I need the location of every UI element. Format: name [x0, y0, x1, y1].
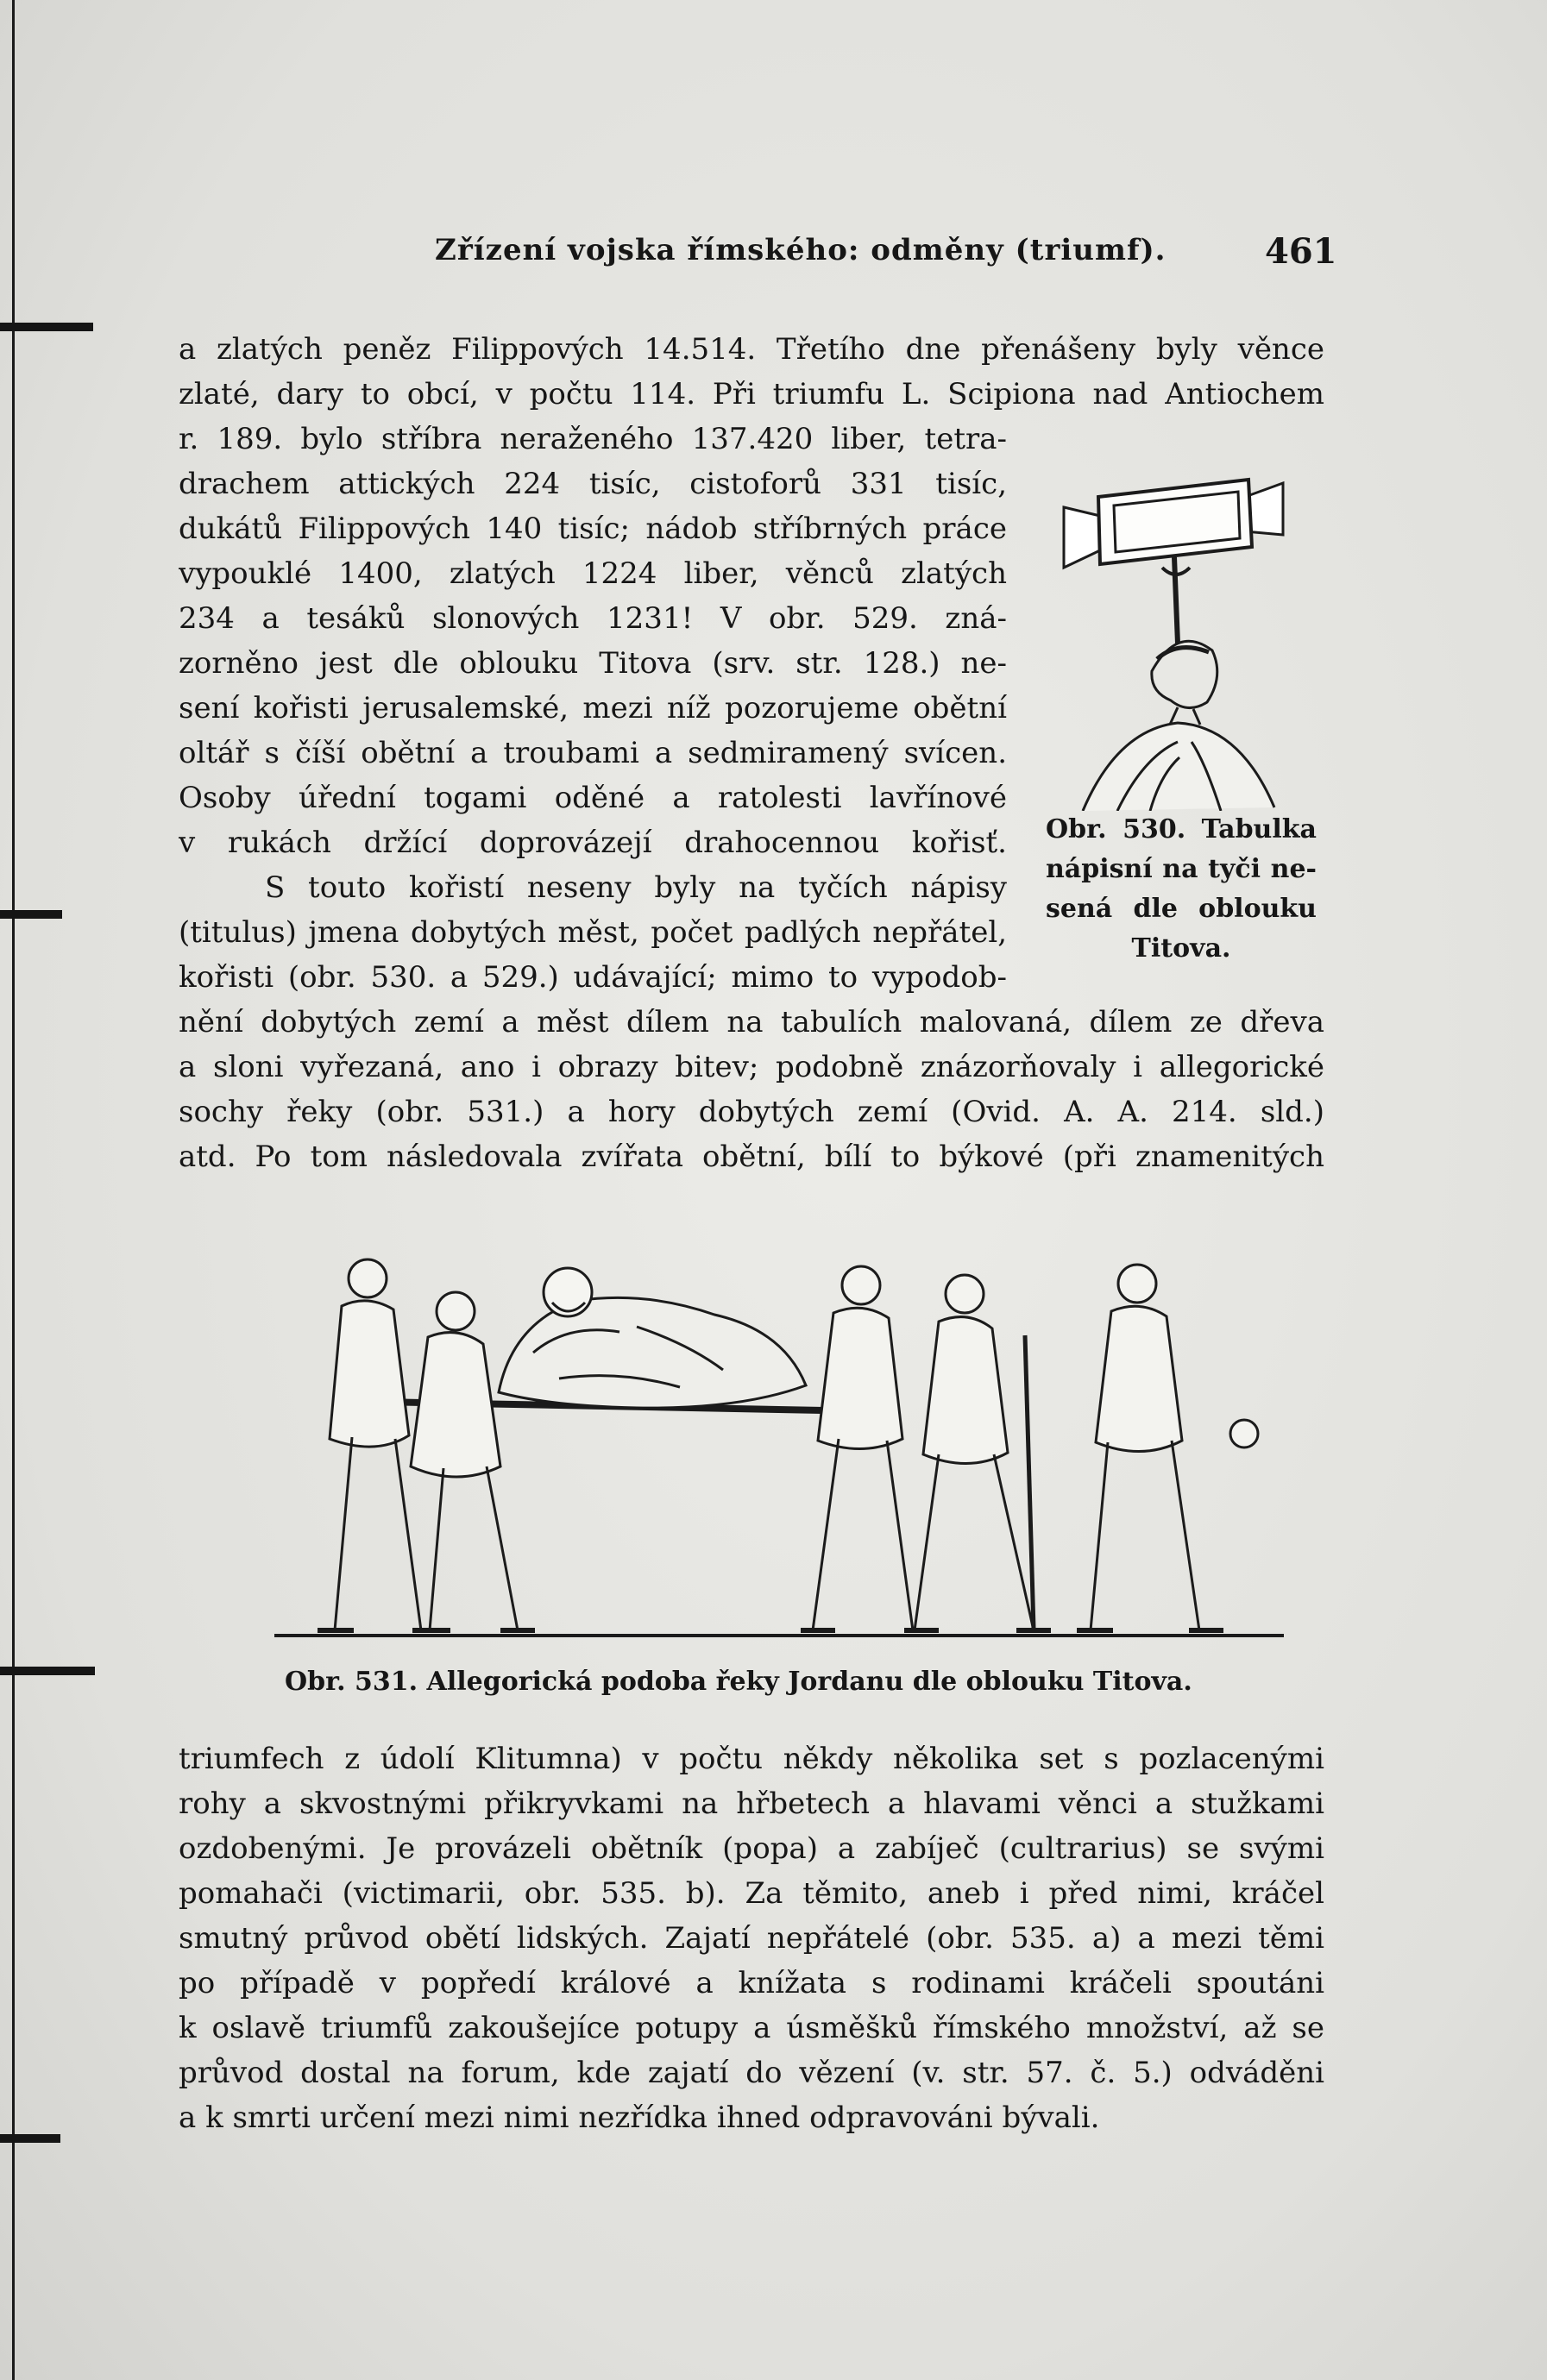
text-line: sochy řeky (obr. 531.) a hory dobytých zemí (Ovid. A. A. 214. sld.)	[179, 1095, 1324, 1129]
text-line: vypouklé 1400, zlatých 1224 liber, věnců zlatých	[179, 556, 1007, 591]
text-line: sení kořisti jerusalemské, mezi níž pozorujeme obětní	[179, 691, 1007, 725]
text-line: a sloni vyřezaná, ano i obrazy bitev; podobně znázorňovaly i allegorické	[179, 1050, 1324, 1084]
running-title: Zřízení vojska římského: odměny (triumf).	[435, 233, 1167, 267]
text-line: zorněno jest dle oblouku Titova (srv. str. 128.) ne-	[179, 646, 1007, 681]
text-line: k oslavě triumfů zakoušejíce potupy a úsměšků římského množství, až se	[179, 2011, 1324, 2045]
text-line-indented: S touto kořistí neseny byly na tyčích nápisy	[265, 870, 1007, 905]
text-line: smutný průvod obětí lidských. Zajatí nepřátelé (obr. 535. a) a mezi těmi	[179, 1921, 1324, 1956]
figure-530-caption-line: sená dle oblouku	[1046, 894, 1317, 924]
text-line: rohy a skvostnými přikryvkami na hřbetech a hlavami věnci a stužkami	[179, 1787, 1324, 1821]
text-line: oltář s číší obětní a troubami a sedmiramený svícen.	[179, 736, 1007, 770]
text-line: Osoby úřední togami oděné a ratolesti lavřínové	[179, 781, 1007, 815]
text-line: pomahači (victimarii, obr. 535. b). Za těmito, aneb i před nimi, kráčel	[179, 1876, 1324, 1911]
text-line: po případě v popředí králové a knížata s rodinami kráčeli spoutáni	[179, 1966, 1324, 2000]
text-line: zlaté, dary to obcí, v počtu 114. Při triumfu L. Scipiona nad Antiochem	[179, 377, 1324, 411]
text-line: atd. Po tom následovala zvířata obětní, bílí to býkové (při znamenitých	[179, 1140, 1324, 1174]
figure-530-illustration	[1048, 455, 1299, 811]
text-line-last: a k smrti určení mezi nimi nezřídka ihned odpravováni bývali.	[179, 2101, 1100, 2135]
text-line: (titulus) jmena dobytých měst, počet padlých nepřátel,	[179, 915, 1007, 950]
text-line: 234 a tesáků slonových 1231! V obr. 529. zná-	[179, 601, 1007, 636]
figure-531-illustration	[274, 1240, 1284, 1646]
margin-mark	[0, 910, 62, 919]
text-line: r. 189. bylo stříbra neraženého 137.420 liber, tetra-	[179, 422, 1007, 456]
text-line: průvod dostal na forum, kde zajatí do vězení (v. str. 57. č. 5.) odváděni	[179, 2056, 1324, 2090]
page-number: 461	[1265, 231, 1337, 272]
figure-530-caption-line: Obr. 530. Tabulka	[1046, 814, 1317, 845]
figure-531-caption: Obr. 531. Allegorická podoba řeky Jordanu dle oblouku Titova.	[285, 1667, 1192, 1697]
text-line: drachem attických 224 tisíc, cistoforů 331 tisíc,	[179, 467, 1007, 501]
margin-mark	[0, 2134, 60, 2143]
text-line: dukátů Filippových 140 tisíc; nádob stříbrných práce	[179, 512, 1007, 546]
text-line: nění dobytých zemí a měst dílem na tabulích malovaná, dílem ze dřeva	[179, 1005, 1324, 1039]
text-line: triumfech z údolí Klitumna) v počtu někdy několika set s pozlacenými	[179, 1742, 1324, 1776]
text-line: a zlatých peněz Filippových 14.514. Třetího dne přenášeny byly věnce	[179, 332, 1324, 367]
margin-mark	[0, 1667, 95, 1675]
text-line: v rukách držící doprovázejí drahocennou kořisť.	[179, 826, 1007, 860]
text-line: kořisti (obr. 530. a 529.) udávající; mimo to vypodob-	[179, 960, 1007, 995]
margin-mark	[0, 323, 93, 331]
figure-530-caption-line: nápisní na tyči ne-	[1046, 854, 1317, 884]
binding-edge	[12, 0, 15, 2380]
figure-530-caption-line: Titova.	[1131, 933, 1231, 964]
text-line: ozdobenými. Je provázeli obětník (popa) a zabíječ (cultrarius) se svými	[179, 1831, 1324, 1866]
